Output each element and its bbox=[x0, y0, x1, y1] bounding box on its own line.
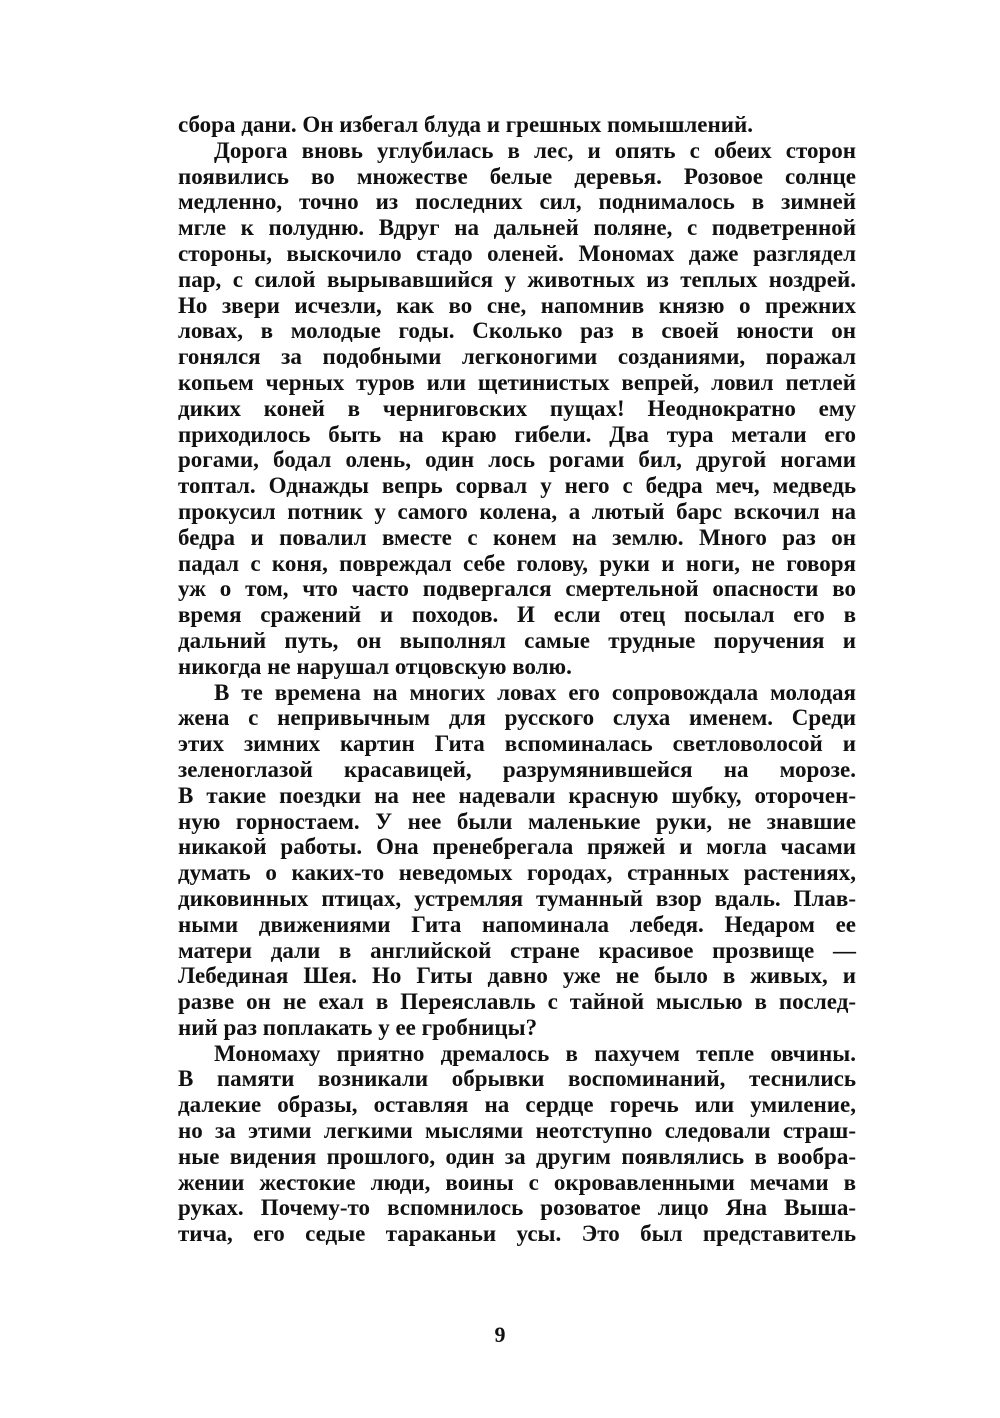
text-line: сбора дани. Он избегал блуда и грешных помышлений. bbox=[178, 112, 754, 137]
text-line: дальний путь, он выполнял самые трудные поручения и bbox=[178, 627, 856, 653]
text-line: ную горностаем. У нее были маленькие руки, не знавшие bbox=[178, 808, 856, 834]
text-line: ными движениями Гита напоминала лебедя. Недаром ее bbox=[178, 911, 856, 937]
text-column bbox=[178, 112, 856, 1247]
text-line: медленно, точно из последних сил, поднималось в зимней bbox=[178, 189, 856, 215]
text-line: В такие поездки на нее надевали красную шубку, оторочен- bbox=[178, 782, 856, 808]
paragraph bbox=[178, 680, 856, 1041]
text-line: стороны, выскочило стадо оленей. Мономах даже разглядел bbox=[178, 240, 856, 266]
text-line: никогда не нарушал отцовскую волю. bbox=[178, 653, 572, 679]
text-line: матери дали в английской стране красивое прозвище — bbox=[178, 937, 856, 963]
text-line: диких коней в черниговских пущах! Неоднократно ему bbox=[178, 395, 856, 421]
text-line: мгле к полудню. Вдруг на дальней поляне, с подветренной bbox=[178, 215, 856, 241]
text-line: зеленоглазой красавицей, разрумянившейся на морозе. bbox=[178, 756, 856, 782]
text-line: приходилось быть на краю гибели. Два тура метали его bbox=[178, 421, 856, 447]
text-line: рогами, бодал олень, один лось рогами бил, другой ногами bbox=[178, 447, 856, 473]
text-line: разве он не ехал в Переяславль с тайной мыслью в послед- bbox=[178, 989, 856, 1015]
text-line: Лебединая Шея. Но Гиты давно уже не было в живых, и bbox=[178, 963, 856, 989]
text-line: руках. Почему-то вспомнилось розоватое лицо Яна Выша- bbox=[178, 1195, 856, 1221]
text-line: но за этими легкими мыслями неотступно следовали страш- bbox=[178, 1118, 856, 1144]
text-line: тича, его седые тараканьи усы. Это был представитель bbox=[178, 1221, 856, 1247]
text-line: Дорога вновь углубилась в лес, и опять с обеих сторон bbox=[214, 137, 856, 163]
text-line: жении жестокие люди, воины с окровавленными мечами в bbox=[178, 1169, 856, 1195]
text-line: никакой работы. Она пренебрегала пряжей и могла часами bbox=[178, 834, 856, 860]
text-line: этих зимних картин Гита вспоминалась светловолосой и bbox=[178, 731, 856, 757]
page-number: 9 bbox=[494, 1322, 506, 1347]
text-line: топтал. Однажды вепрь сорвал у него с бедра меч, медведь bbox=[178, 473, 856, 499]
text-line: падал с коня, повреждал себе голову, руки и ноги, не говоря bbox=[178, 550, 856, 576]
text-line: пар, с силой вырывавшийся у животных из теплых ноздрей. bbox=[178, 266, 856, 292]
text-line: бедра и повалил вместе с конем на землю. Много раз он bbox=[178, 524, 856, 550]
paragraph bbox=[178, 112, 856, 138]
paragraph bbox=[178, 138, 856, 680]
text-line: копьем черных туров или щетинистых вепрей, ловил петлей bbox=[178, 369, 856, 395]
text-line: время сражений и походов. И если отец посылал его в bbox=[178, 602, 856, 628]
text-line: ловах, в молодые годы. Сколько раз в своей юности он bbox=[178, 318, 856, 344]
text-line: Но звери исчезли, как во сне, напомнив князю о прежних bbox=[178, 292, 856, 318]
text-line: жена с непривычным для русского слуха именем. Среди bbox=[178, 705, 856, 731]
text-line: ний раз поплакать у ее гробницы? bbox=[178, 1014, 538, 1040]
text-line: думать о каких-то неведомых городах, странных растениях, bbox=[178, 860, 856, 886]
text-line: Мономаху приятно дремалось в пахучем тепле овчины. bbox=[214, 1040, 856, 1066]
text-line: ные видения прошлого, один за другим появлялись в вообра- bbox=[178, 1143, 856, 1169]
text-line: прокусил потник у самого колена, а лютый барс вскочил на bbox=[178, 498, 856, 524]
text-line: гонялся за подобными легконогими созданиями, поражал bbox=[178, 344, 856, 370]
text-line: диковинных птицах, устремляя туманный взор вдаль. Плав- bbox=[178, 885, 856, 911]
text-line: В памяти возникали обрывки воспоминаний, теснились bbox=[178, 1066, 856, 1092]
text-line: В те времена на многих ловах его сопровождала молодая bbox=[214, 679, 856, 705]
text-line: далекие образы, оставляя на сердце горечь или умиление, bbox=[178, 1092, 856, 1118]
text-line: уж о том, что часто подвергался смертельной опасности во bbox=[178, 576, 856, 602]
text-line: появились во множестве белые деревья. Розовое солнце bbox=[178, 163, 856, 189]
paragraph bbox=[178, 1041, 856, 1247]
